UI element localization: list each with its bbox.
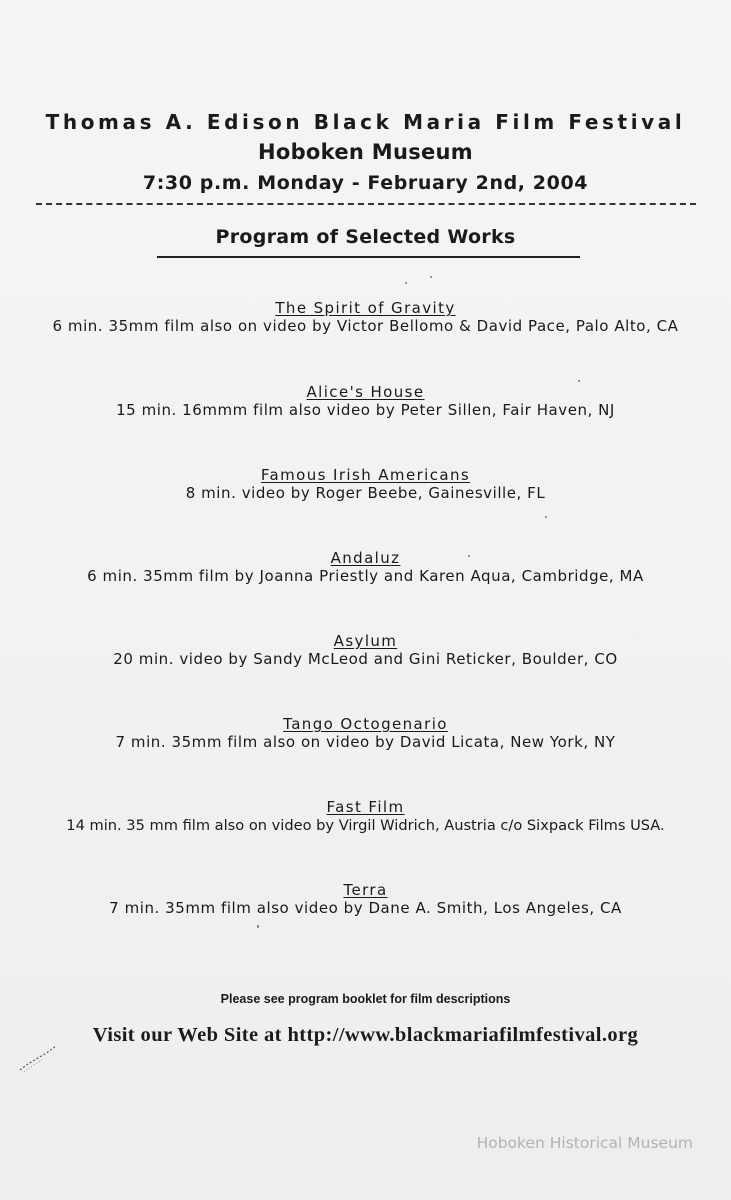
work-entry xyxy=(0,300,731,336)
work-credit: 8 min. video by Roger Beebe, Gainesville, FL xyxy=(185,484,546,502)
paper-speck xyxy=(545,516,547,518)
work-title: Famous Irish Americans xyxy=(260,466,471,484)
program-heading: Program of Selected Works xyxy=(215,226,516,248)
paper-speck xyxy=(405,282,407,284)
event-date-time: 7:30 p.m. Monday - February 2nd, 2004 xyxy=(142,172,589,194)
work-entry xyxy=(0,799,731,835)
watermark: Hoboken Historical Museum xyxy=(476,1134,693,1152)
work-credit: 7 min. 35mm film also video by Dane A. Smith, Los Angeles, CA xyxy=(109,899,622,917)
work-entry xyxy=(0,467,731,503)
paper-speck xyxy=(257,925,259,928)
paper-speck xyxy=(468,555,470,557)
work-entry xyxy=(0,384,731,420)
paper-speck xyxy=(430,276,432,278)
work-credit: 14 min. 35 mm film also on video by Virgil Widrich, Austria c/o Sixpack Films USA. xyxy=(66,817,665,834)
work-entry xyxy=(0,716,731,752)
festival-title: Thomas A. Edison Black Maria Film Festival xyxy=(45,110,686,134)
work-credit: 6 min. 35mm film also on video by Victor Bellomo & David Pace, Palo Alto, CA xyxy=(52,317,679,335)
work-credit: 6 min. 35mm film by Joanna Priestly and Karen Aqua, Cambridge, MA xyxy=(87,567,644,585)
work-entry xyxy=(0,633,731,669)
work-credit: 7 min. 35mm film also on video by David Licata, New York, NY xyxy=(115,733,616,751)
work-credit: 20 min. video by Sandy McLeod and Gini Reticker, Boulder, CO xyxy=(113,650,618,668)
paper-speck xyxy=(578,380,580,382)
work-title: The Spirit of Gravity xyxy=(275,299,456,317)
dashed-divider xyxy=(36,203,696,205)
work-title: Alice's House xyxy=(306,383,425,401)
venue-name: Hoboken Museum xyxy=(258,140,473,164)
website-line: Visit our Web Site at http://www.blackmariafilmfestival.org xyxy=(92,1024,639,1046)
pen-mark xyxy=(18,1040,60,1074)
booklet-note: Please see program booklet for film descriptions xyxy=(220,992,511,1006)
work-credit: 15 min. 16mmm film also video by Peter Sillen, Fair Haven, NJ xyxy=(116,401,615,419)
work-title: Terra xyxy=(343,881,388,899)
work-title: Asylum xyxy=(333,632,398,650)
heading-underline xyxy=(157,256,580,258)
work-title: Tango Octogenario xyxy=(283,715,448,733)
work-title: Fast Film xyxy=(326,798,405,816)
work-title: Andaluz xyxy=(330,549,401,567)
work-entry xyxy=(0,550,731,586)
work-entry xyxy=(0,882,731,918)
